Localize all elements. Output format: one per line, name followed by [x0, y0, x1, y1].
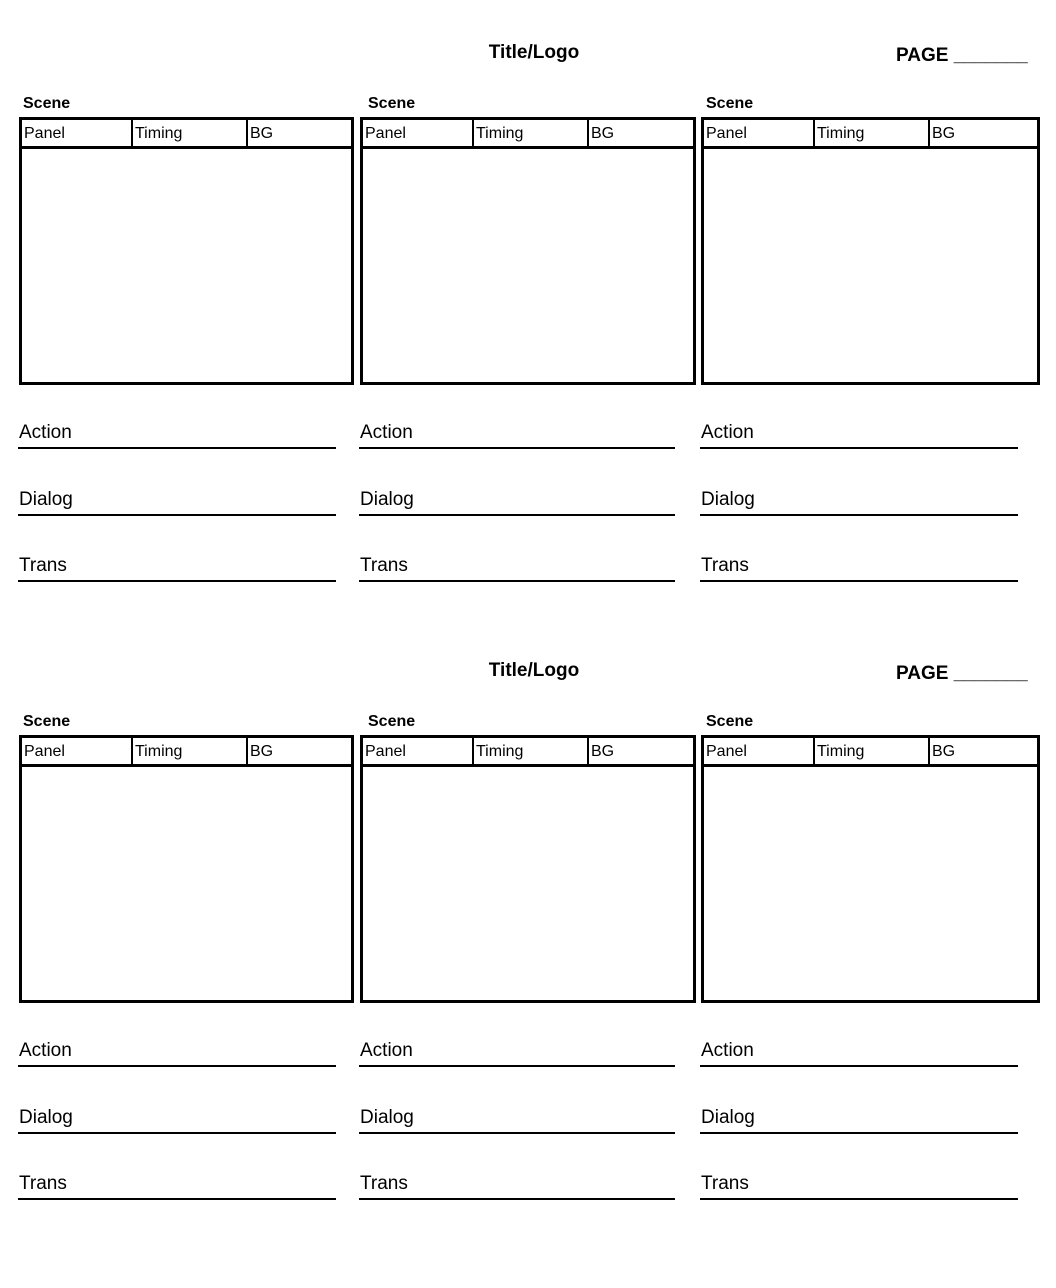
page-number-field: PAGE _______ — [896, 663, 1028, 684]
trans-label: Trans — [360, 555, 408, 576]
panel-header-row — [704, 120, 1037, 149]
dialog-label: Dialog — [701, 489, 755, 510]
panel-header-row — [22, 738, 351, 767]
scene-label: Scene — [23, 95, 71, 112]
bg-cell: BG — [932, 743, 956, 760]
dialog-label: Dialog — [701, 1107, 755, 1128]
action-label: Action — [701, 1040, 754, 1061]
panel-header-row — [22, 120, 351, 149]
bg-cell: BG — [591, 743, 615, 760]
dialog-field — [18, 486, 336, 516]
panel-cell: Panel — [363, 738, 474, 764]
action-field — [359, 419, 675, 449]
trans-field — [359, 1170, 675, 1200]
scene-label: Scene — [706, 95, 754, 112]
timing-cell: Timing — [133, 120, 248, 146]
action-field — [700, 1037, 1018, 1067]
scene-label: Scene — [368, 713, 416, 730]
timing-cell: Timing — [815, 120, 930, 146]
trans-field — [359, 552, 675, 582]
drawing-panel-box — [19, 735, 354, 1003]
panel-cell: Panel — [22, 120, 133, 146]
action-label: Action — [360, 422, 413, 443]
timing-cell: Timing — [474, 120, 589, 146]
dialog-label: Dialog — [360, 1107, 414, 1128]
drawing-panel-box — [701, 117, 1040, 385]
trans-field — [18, 1170, 336, 1200]
dialog-field — [359, 1104, 675, 1134]
action-field — [18, 1037, 336, 1067]
trans-label: Trans — [701, 555, 749, 576]
dialog-field — [18, 1104, 336, 1134]
dialog-label: Dialog — [19, 489, 73, 510]
panel-cell: Panel — [363, 120, 474, 146]
bg-cell: BG — [250, 125, 274, 142]
page-number-field: PAGE _______ — [896, 45, 1028, 66]
bg-cell: BG — [591, 125, 615, 142]
action-label: Action — [19, 422, 72, 443]
trans-field — [18, 552, 336, 582]
bg-cell: BG — [932, 125, 956, 142]
drawing-panel-box — [360, 117, 696, 385]
drawing-panel-box — [360, 735, 696, 1003]
panel-cell: Panel — [704, 738, 815, 764]
drawing-panel-box — [19, 117, 354, 385]
dialog-field — [700, 1104, 1018, 1134]
scene-label: Scene — [706, 713, 754, 730]
panel-header-row — [363, 120, 693, 149]
trans-label: Trans — [701, 1173, 749, 1194]
action-label: Action — [19, 1040, 72, 1061]
timing-cell: Timing — [133, 738, 248, 764]
bg-cell: BG — [250, 743, 274, 760]
action-field — [18, 419, 336, 449]
trans-field — [700, 1170, 1018, 1200]
panel-header-row — [363, 738, 693, 767]
timing-cell: Timing — [815, 738, 930, 764]
sheet-title: Title/Logo — [488, 42, 580, 63]
action-label: Action — [701, 422, 754, 443]
scene-label: Scene — [23, 713, 71, 730]
action-label: Action — [360, 1040, 413, 1061]
storyboard-sheet — [0, 0, 1056, 618]
panel-cell: Panel — [22, 738, 133, 764]
timing-cell: Timing — [474, 738, 589, 764]
sheet-title: Title/Logo — [488, 660, 580, 681]
trans-label: Trans — [360, 1173, 408, 1194]
trans-label: Trans — [19, 555, 67, 576]
panel-cell: Panel — [704, 120, 815, 146]
action-field — [700, 419, 1018, 449]
dialog-field — [359, 486, 675, 516]
action-field — [359, 1037, 675, 1067]
storyboard-sheet — [0, 618, 1056, 1236]
panel-header-row — [704, 738, 1037, 767]
scene-label: Scene — [368, 95, 416, 112]
dialog-label: Dialog — [360, 489, 414, 510]
trans-field — [700, 552, 1018, 582]
dialog-label: Dialog — [19, 1107, 73, 1128]
dialog-field — [700, 486, 1018, 516]
trans-label: Trans — [19, 1173, 67, 1194]
drawing-panel-box — [701, 735, 1040, 1003]
